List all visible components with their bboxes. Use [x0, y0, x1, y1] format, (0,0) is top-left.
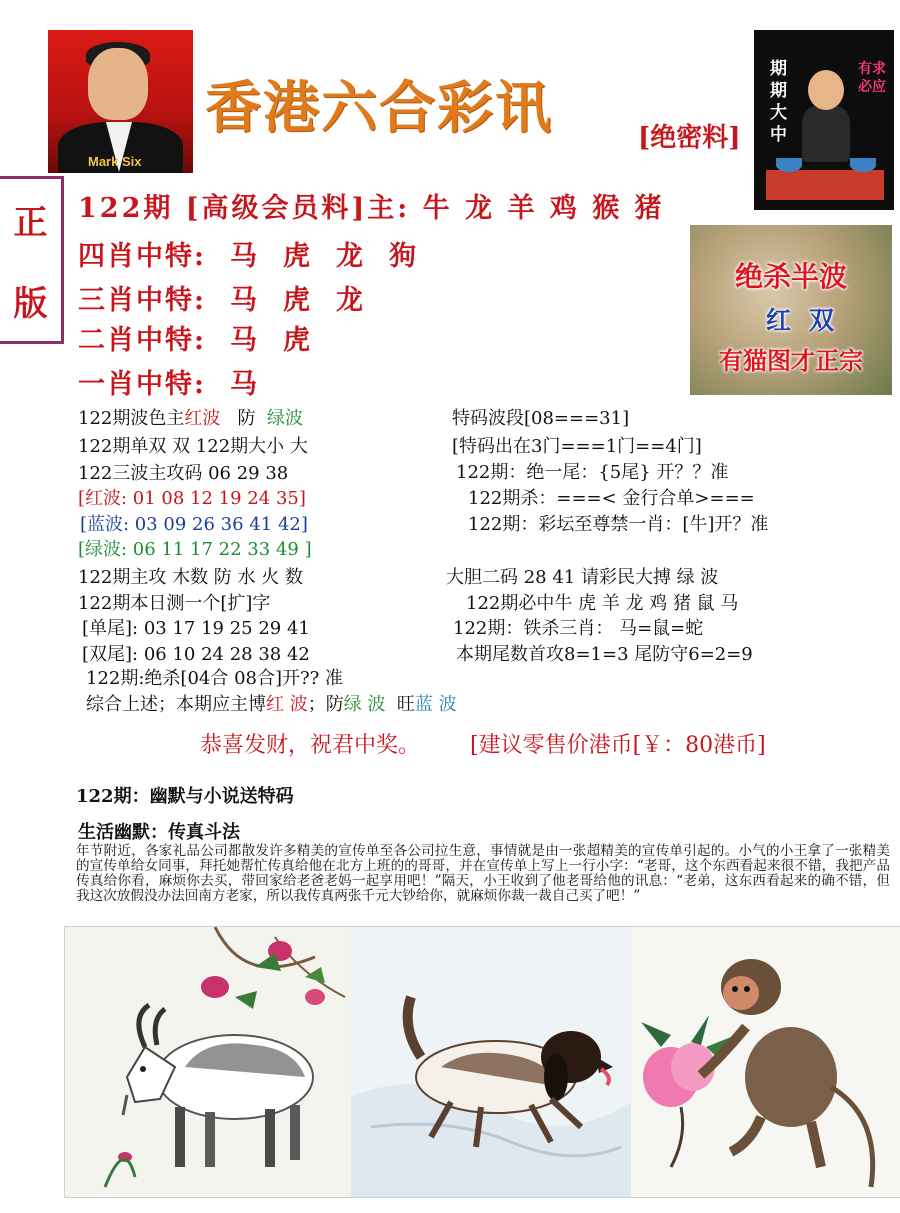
cat-line-1: 绝杀半波 — [734, 260, 847, 293]
cat-image-box — [690, 225, 892, 395]
kill-element-line: 122期杀：===< 金行合单>=== — [468, 488, 755, 509]
badge-char-1: 正 — [13, 203, 48, 243]
red-wave-numbers: [红波: 01 08 12 19 24 35] — [78, 488, 306, 509]
mark-six-logo: Mark Six — [88, 154, 142, 169]
main-attack-line: 122期主攻 木数 防 水 火 数 — [78, 567, 303, 588]
odd-even-line: 122期单双 双 122期大小 大 — [78, 436, 308, 457]
must-hit-line: 122期必中牛 虎 羊 龙 鸡 猪 鼠 马 — [466, 593, 739, 614]
monkey-painting — [631, 927, 900, 1197]
story-body: 年节附近，各家礼品公司都散发许多精美的宣传单至各公司拉生意，事情就是由一张超精美的宣传单引起的。小气的小王拿了一张精美的宣传单给女同事，拜托她帮忙传真给他在北方上班的的哥哥，并在宣传单上写上一行小字：“老哥，这个东西看起来很不错，我把产品传真给你看，麻烦你去买，带回家给老爸老妈一起享用吧！”隔天，小王收到了他老哥给他的讯息：“老弟，这东西看起来的确不错，但我这次放假没办法回南方老家，所以我传真两张千元大钞给你，就麻烦你裁一裁自己买了吧！” — [76, 843, 890, 904]
daily-word-line: 122期本日测一个[扩]字 — [78, 593, 271, 614]
goat-painting — [65, 927, 351, 1197]
double-tail-line: [双尾]: 06 10 24 28 38 42 — [82, 644, 310, 665]
wish-badge: 有求必应 — [858, 61, 886, 95]
combo-three: 三肖中特: 马虎龙 — [78, 285, 389, 316]
vertical-slogan: 期期大中 — [770, 59, 787, 145]
page-title: 香港六合彩讯 — [205, 75, 553, 141]
zodiac-painting-gallery — [64, 926, 900, 1198]
combo-four: 四肖中特: 马虎龙狗 — [78, 241, 442, 272]
three-wave-line: 122三波主攻码 06 29 38 — [78, 463, 289, 484]
gates-line: [特码出在3门===1门==4门] — [452, 436, 702, 457]
cat-line-3: 有猫图才正宗 — [719, 346, 863, 375]
combo-two: 二肖中特: 马虎 — [78, 325, 336, 356]
members-line: 122期 [高级会员料]主: 牛 龙 羊 鸡 猴 猪 — [78, 193, 665, 224]
story-heading: 122期：幽默与小说送特码 — [76, 786, 294, 807]
bold-two-line: 大胆二码 28 41 请彩民大搏 绿 波 — [446, 567, 719, 588]
story-subheading: 生活幽默：传真斗法 — [78, 822, 240, 843]
blue-wave-numbers: [蓝波: 03 09 26 36 41 42] — [80, 514, 308, 535]
summary-line: 综合上述；本期应主博红 波；防绿 波 旺蓝 波 — [86, 694, 457, 715]
kill-combo-line: 122期:绝杀[04合 08合]开?? 准 — [86, 668, 344, 689]
price-note: [建议零售价港币[￥：80港币] — [470, 733, 766, 758]
title-subtag: [绝密料] — [638, 123, 741, 153]
single-tail-line: [单尾]: 03 17 19 25 29 41 — [82, 618, 310, 639]
authentic-edition-badge — [0, 176, 64, 344]
lucky-figure-image — [754, 30, 894, 210]
badge-char-2: 版 — [13, 284, 48, 324]
host-photo — [48, 30, 193, 173]
dog-painting — [351, 927, 631, 1197]
forum-ban-line: 122期：彩坛至尊禁一肖：[牛]开？准 — [468, 514, 769, 535]
wish-slogan: 恭喜发财，祝君中奖。 — [200, 733, 421, 758]
iron-kill-line: 122期：铁杀三肖： 马=鼠=蛇 — [453, 618, 704, 639]
combo-one: 一肖中特: 马 — [78, 369, 283, 400]
cat-line-2: 红双 — [765, 306, 852, 335]
green-wave-numbers: [绿波: 06 11 17 22 33 49 ] — [78, 539, 312, 560]
kill-tail-line: 122期：绝一尾：{5尾} 开？？准 — [456, 462, 729, 483]
wave-color-line: 122期波色主红波 防 绿波 — [78, 408, 303, 429]
tail-attack-line: 本期尾数首攻8=1=3 尾防守6=2=9 — [456, 644, 753, 665]
segment-line: 特码波段[08===31] — [452, 408, 630, 429]
